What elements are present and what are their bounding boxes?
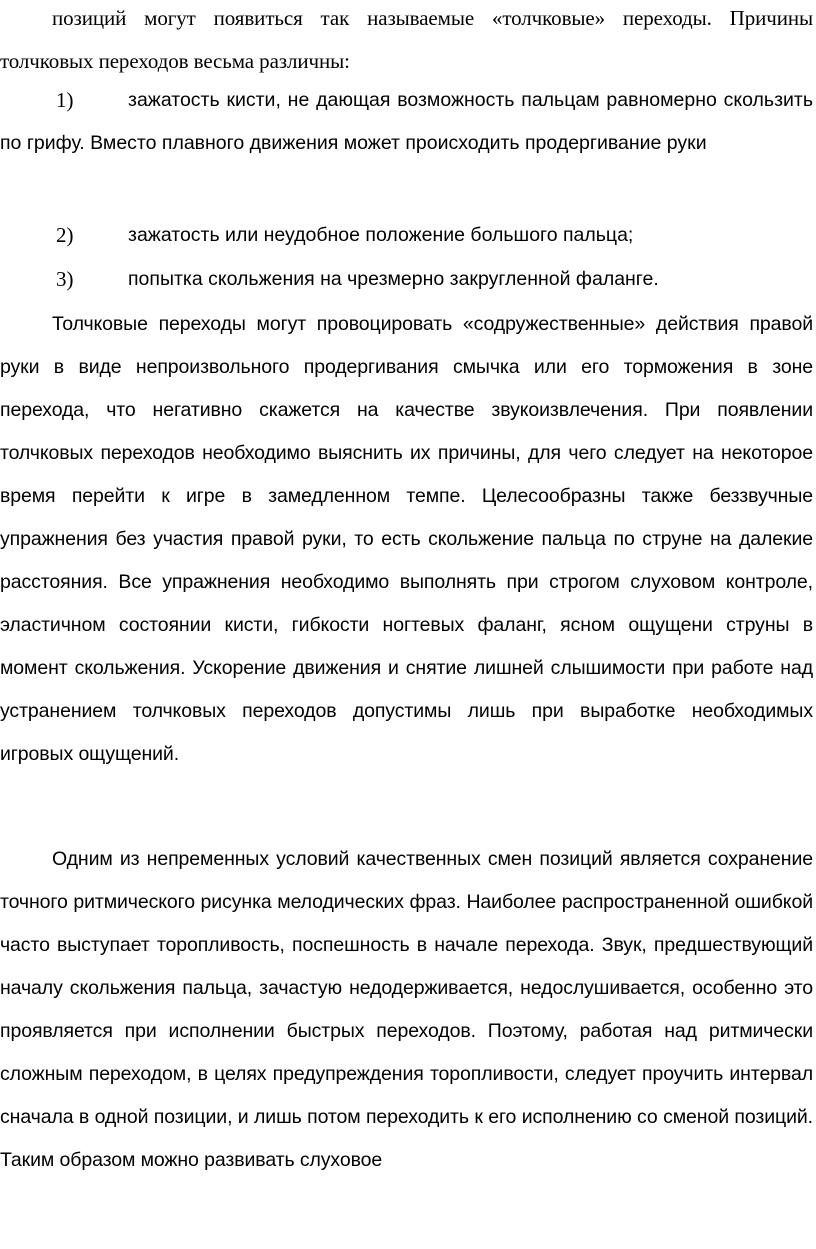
list-item-2 <box>0 214 813 257</box>
list-text-3: попытка скольжения на чрезмерно закругленной фаланге. <box>128 268 659 290</box>
list-number-3: 3) <box>56 267 74 291</box>
paragraph-rhythm: Одним из непременных условий качественных смен позиций является сохранение точного ритмического рисунка мелодических фраз. Наиболее распространенной ошибкой часто выступает торопливость, поспешность в начале перехода. Звук, предшествующий началу скольжения пальца, зачастую недодерживается, недослушивается, особенно это проявляется при исполнении быстрых переходов. Поэтому, работая над ритмически сложным переходом, в целях предупреждения торопливости, следует проучить интервал сначала в одной позиции, и лишь потом переходить к его исполнению со сменой позиций. Таким образом можно развивать слуховое <box>0 848 813 1171</box>
list-number-1: 1) <box>56 88 74 112</box>
list-text-2: зажатость или неудобное положение большого пальца; <box>128 224 634 246</box>
paragraph-push-shifts: Толчковые переходы могут провоцировать «содружественные» действия правой руки в виде непроизвольного продергивания смычка или его торможения в зоне перехода, что негативно скажется на качестве звукоизвлечения. При появлении толчковых переходов необходимо выяснить их причины, для чего следует на некоторое время перейти к игре в замедленном темпе. Целесообразны также беззвучные упражнения без участия правой руки, то есть скольжение пальца по струне на далекие расстояния. Все упражнения необходимо выполнять при строгом слуховом контроле, эластичном состоянии кисти, гибкости ногтевых фаланг, ясном ощущени струны в момент скольжения. Ускорение движения и снятие лишней слышимости при работе над устранением толчковых переходов допустимы лишь при выработке необходимых игровых ощущений. <box>0 313 813 765</box>
list-item-1 <box>0 79 813 165</box>
paragraph-causes-intro: позиций могут появиться так называемые «толчковые» переходы. Причины толчковых переходов весьма различны: <box>0 6 813 73</box>
list-text-1: зажатость кисти, не дающая возможность пальцам равномерно скользить по грифу. Вместо плавного движения может происходить продергивание руки <box>0 89 813 154</box>
list-number-2: 2) <box>56 223 74 247</box>
list-item-3 <box>0 258 813 301</box>
